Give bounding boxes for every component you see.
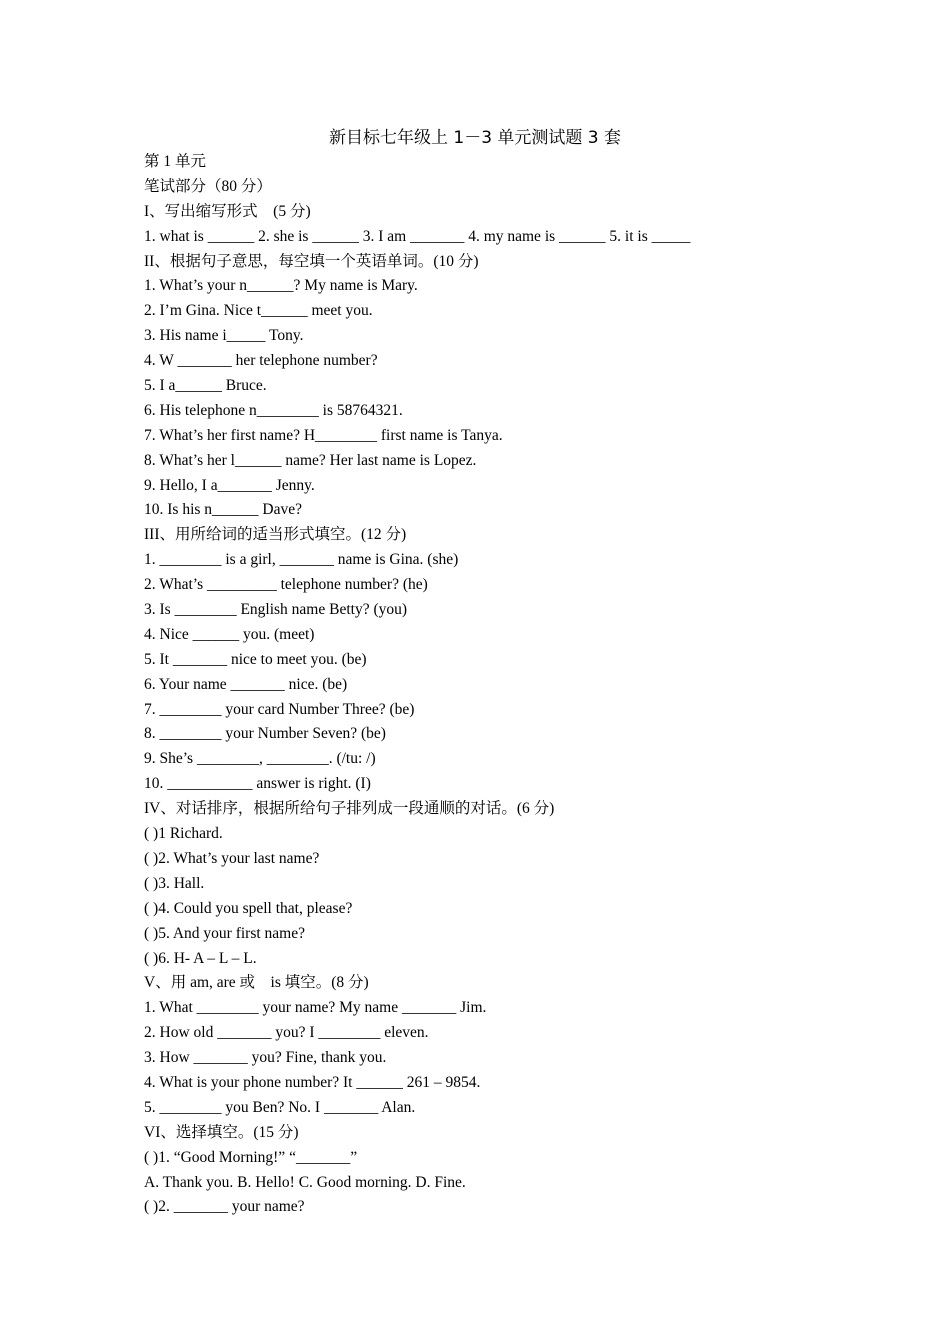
section-heading-iii: III、用所给词的适当形式填空。(12 分)	[144, 526, 407, 544]
question-line: 1. What ________ your name? My name _______ Jim.	[144, 999, 487, 1017]
question-line: 8. What’s her l______ name? Her last name is Lopez.	[144, 451, 477, 469]
question-line: 3. His name i_____ Tony.	[144, 327, 304, 345]
section-heading-ii: II、根据句子意思，每空填一个英语单词。(10 分)	[144, 252, 479, 270]
question-line: 6. His telephone n________ is 58764321.	[144, 401, 403, 419]
question-line: 10. Is his n______ Dave?	[144, 501, 302, 519]
question-line: 5. I a______ Bruce.	[144, 377, 267, 395]
section-heading-written: 笔试部分（80 分）	[144, 177, 272, 195]
section-heading-i: I、写出缩写形式 (5 分)	[144, 202, 311, 220]
question-line: ( )2. _______ your name?	[144, 1198, 305, 1216]
question-line: ( )1. “Good Morning!” “_______”	[144, 1148, 358, 1166]
question-line: 3. Is ________ English name Betty? (you)	[144, 601, 408, 619]
question-line: 2. What’s _________ telephone number? (he)	[144, 576, 428, 594]
document-body	[144, 150, 904, 1220]
question-line: 9. Hello, I a_______ Jenny.	[144, 476, 315, 494]
answer-options: A. Thank you. B. Hello! C. Good morning. D. Fine.	[144, 1173, 466, 1191]
question-line: 7. What’s her first name? H________ first name is Tanya.	[144, 426, 503, 444]
dialogue-line: ( )4. Could you spell that, please?	[144, 899, 353, 917]
section-heading-v: V、用 am, are 或 is 填空。(8 分)	[144, 974, 369, 992]
dialogue-line: ( )3. Hall.	[144, 874, 205, 892]
section-heading-iv: IV、对话排序，根据所给句子排列成一段通顺的对话。(6 分)	[144, 800, 555, 818]
document-title: 新目标七年级上 1－3 单元测试题 3 套	[328, 128, 622, 148]
question-line: 5. It _______ nice to meet you. (be)	[144, 650, 367, 668]
question-line: 9. She’s ________, ________. (/tu: /)	[144, 750, 376, 768]
question-line: 7. ________ your card Number Three? (be)	[144, 700, 415, 718]
question-line: 3. How _______ you? Fine, thank you.	[144, 1049, 387, 1067]
question-line: 2. How old _______ you? I ________ eleven.	[144, 1024, 429, 1042]
question-line: 1. ________ is a girl, _______ name is Gina. (she)	[144, 551, 459, 569]
dialogue-line: ( )6. H- A – L – L.	[144, 949, 257, 967]
question-line: 4. Nice ______ you. (meet)	[144, 625, 315, 643]
dialogue-line: ( )1 Richard.	[144, 825, 223, 843]
question-line: 4. W _______ her telephone number?	[144, 352, 378, 370]
question-line: 6. Your name _______ nice. (be)	[144, 675, 348, 693]
dialogue-line: ( )5. And your first name?	[144, 924, 305, 942]
section-heading-vi: VI、选择填空。(15 分)	[144, 1123, 299, 1141]
question-line: 1. What’s your n______? My name is Mary.	[144, 277, 418, 295]
question-line: 10. ___________ answer is right. (I)	[144, 775, 371, 793]
question-line: 1. what is ______ 2. she is ______ 3. I am _______ 4. my name is ______ 5. it is _____	[144, 227, 691, 245]
question-line: 4. What is your phone number? It ______ 261 – 9854.	[144, 1073, 481, 1091]
unit-heading: 第 1 单元	[144, 153, 207, 170]
question-line: 5. ________ you Ben? No. I _______ Alan.	[144, 1098, 416, 1116]
dialogue-line: ( )2. What’s your last name?	[144, 849, 320, 867]
question-line: 2. I’m Gina. Nice t______ meet you.	[144, 302, 373, 320]
question-line: 8. ________ your Number Seven? (be)	[144, 725, 386, 743]
